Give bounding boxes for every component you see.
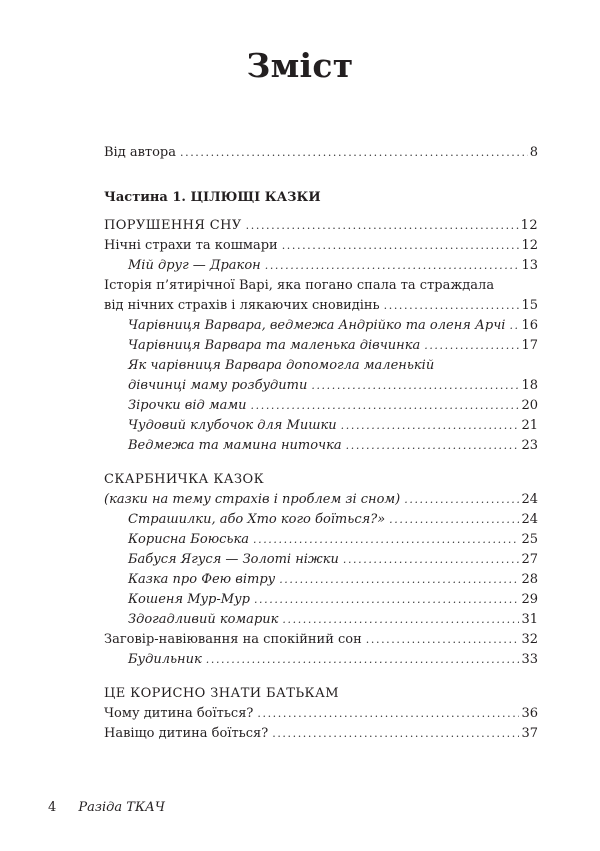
toc-entry[interactable] [128, 396, 538, 415]
toc-entry[interactable] [128, 550, 538, 569]
toc-entry[interactable] [104, 724, 538, 743]
toc-entry-label: Чарівниця Варвара та маленька дівчинка [128, 338, 421, 353]
toc-entry[interactable] [128, 530, 538, 549]
dot-leader [206, 650, 520, 669]
dot-leader [282, 236, 520, 255]
toc-entry-page: 17 [521, 338, 538, 353]
toc-entry-label: Зірочки від мами [128, 398, 247, 413]
toc-entry-label: Кошеня Мур-Мур [128, 592, 250, 607]
toc-entry[interactable] [128, 436, 538, 455]
toc-entry-line: Як чарівниця Варвара допомогла маленькій [128, 358, 435, 373]
toc-entry[interactable] [128, 590, 538, 609]
toc-section-heading: ЦЕ КОРИСНО ЗНАТИ БАТЬКАМ [104, 686, 339, 701]
toc-entry[interactable] [104, 490, 538, 509]
toc-entry-page: 37 [521, 726, 538, 741]
dot-leader [282, 610, 519, 629]
part-heading: Частина 1. ЦІЛЮЩІ КАЗКИ [104, 190, 321, 205]
toc-entry-page: 20 [521, 398, 538, 413]
toc-entry-label: (казки на тему страхів і проблем зі сном) [104, 492, 401, 507]
dot-leader [265, 256, 520, 275]
toc-entry-label: ПОРУШЕННЯ СНУ [104, 218, 242, 233]
toc-entry-page: 16 [521, 318, 538, 333]
toc-entry-line: Історія п’ятирічної Варі, яка погано спала та страждала [104, 278, 495, 293]
toc-entry[interactable] [128, 416, 538, 435]
dot-leader [384, 296, 520, 315]
toc-entry-page: 25 [521, 532, 538, 547]
dot-leader [253, 530, 519, 549]
toc-entry-label: дівчинці маму розбудити [128, 378, 308, 393]
page-footer [48, 800, 165, 815]
toc-entry-page: 33 [521, 652, 538, 667]
toc-entry-page: 21 [521, 418, 538, 433]
toc-entry-page: 32 [521, 632, 538, 647]
toc-entry-label: Чарівниця Варвара, ведмежа Андрійко та оленя Арчі [128, 318, 506, 333]
toc-entry[interactable] [128, 570, 538, 589]
toc-entry-label: Чудовий клубочок для Мишки [128, 418, 337, 433]
toc-entry-page: 15 [521, 298, 538, 313]
toc-entry-label: Здогадливий комарик [128, 612, 279, 627]
toc-entry-page: 29 [521, 592, 538, 607]
toc-entry-label: Чому дитина боїться? [104, 706, 254, 721]
toc-entry-page: 27 [521, 552, 538, 567]
toc-entry-label: Ведмежа та мамина ниточка [128, 438, 342, 453]
dot-leader [389, 510, 519, 529]
toc-entry-page: 31 [521, 612, 538, 627]
dot-leader [254, 590, 520, 609]
dot-leader [509, 316, 519, 335]
dot-leader [366, 630, 520, 649]
toc-entry[interactable] [128, 316, 538, 335]
toc-entry-page: 24 [521, 492, 538, 507]
toc-entry-page: 13 [521, 258, 538, 273]
toc-entry[interactable] [128, 256, 538, 275]
dot-leader [180, 143, 528, 162]
page-title: Зміст [246, 46, 354, 85]
dot-leader [311, 376, 519, 395]
toc-entry-page: 12 [520, 218, 538, 233]
running-author: Разіда ТКАЧ [78, 800, 165, 815]
toc-entry[interactable] [104, 704, 538, 723]
toc-entry-label: Нічні страхи та кошмари [104, 238, 278, 253]
dot-leader [404, 490, 519, 509]
dot-leader [257, 704, 519, 723]
toc-entry[interactable] [104, 630, 538, 649]
dot-leader [424, 336, 519, 355]
toc-entry-label: Від автора [104, 145, 177, 160]
toc-entry-page: 36 [521, 706, 538, 721]
page-number: 4 [48, 800, 57, 815]
toc-section-sleep-disorders[interactable] [104, 216, 538, 235]
toc-entry-page: 28 [521, 572, 538, 587]
toc-section-heading: СКАРБНИЧКА КАЗОК [104, 472, 265, 487]
dot-leader [272, 724, 519, 743]
dot-leader [279, 570, 519, 589]
toc-entry-page: 24 [521, 512, 538, 527]
toc-entry-from-author[interactable] [104, 143, 538, 162]
toc-entry-page: 23 [521, 438, 538, 453]
toc-entry-label: від нічних страхів і лякаючих сновидінь [104, 298, 380, 313]
toc-entry-page: 12 [521, 238, 538, 253]
toc-entry-label: Бабуся Ягуся — Золоті ніжки [128, 552, 339, 567]
toc-entry[interactable] [128, 376, 538, 395]
toc-entry-label: Страшилки, або Хто кого боїться?» [128, 512, 386, 527]
toc-entry[interactable] [104, 236, 538, 255]
toc-entry-label: Мій друг — Дракон [128, 258, 261, 273]
toc-entry[interactable] [128, 336, 538, 355]
toc-entry-page: 8 [529, 145, 538, 160]
dot-leader [246, 216, 519, 235]
dot-leader [346, 436, 520, 455]
toc-entry-label: Казка про Фею вітру [128, 572, 276, 587]
toc-entry-label: Навіщо дитина боїться? [104, 726, 269, 741]
toc-entry-label: Будильник [128, 652, 202, 667]
toc-entry[interactable] [104, 296, 538, 315]
dot-leader [341, 416, 520, 435]
toc-entry-label: Корисна Боюська [128, 532, 250, 547]
toc-entry-page: 18 [521, 378, 538, 393]
toc-entry-label: Заговір-навіювання на спокійний сон [104, 632, 362, 647]
toc-entry[interactable] [128, 510, 538, 529]
dot-leader [251, 396, 520, 415]
dot-leader [343, 550, 520, 569]
toc-entry[interactable] [128, 650, 538, 669]
toc-entry[interactable] [128, 610, 538, 629]
